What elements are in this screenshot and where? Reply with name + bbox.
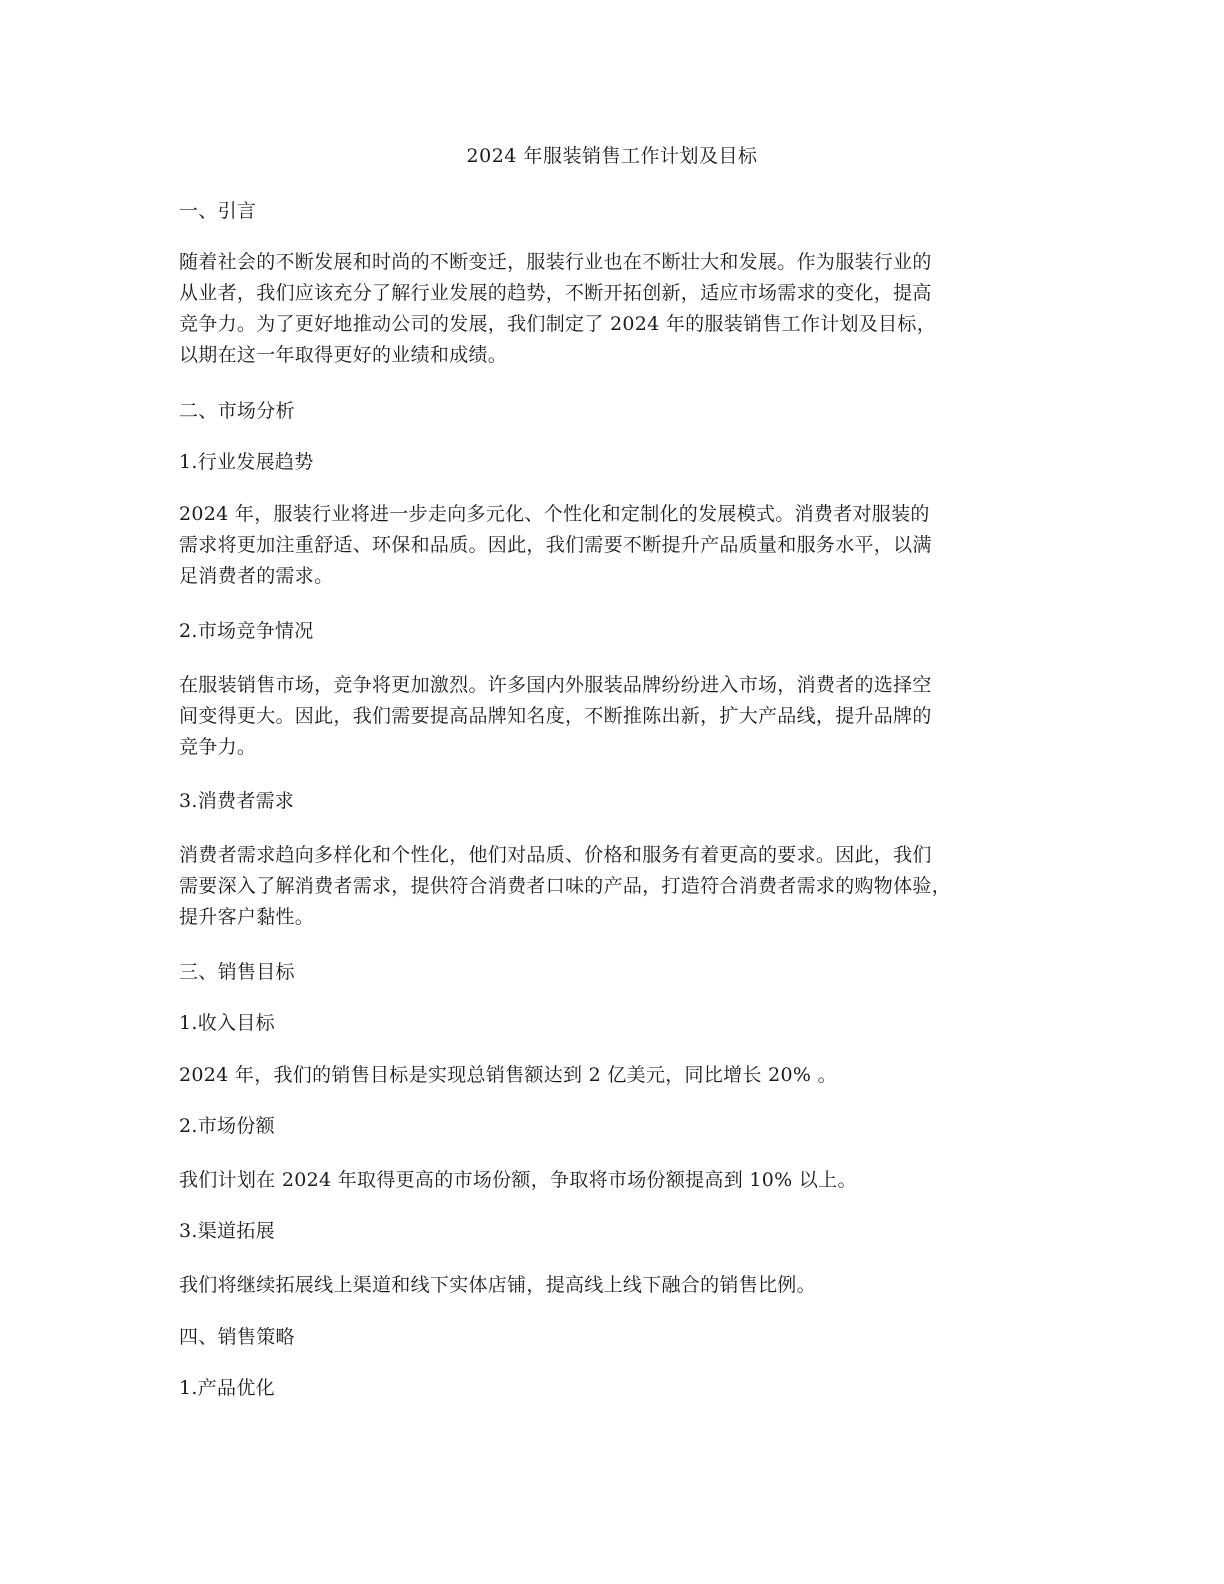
trend-line-1: 2024 年，服装行业将进一步走向多元化、个性化和定制化的发展模式。消费者对服装的: [179, 503, 930, 525]
competition-line-2: 间变得更大。因此，我们需要提高品牌知名度，不断推陈出新，扩大产品线，提升品牌的: [179, 705, 932, 727]
competition-line-3: 竞争力。: [179, 736, 257, 758]
channel-heading: 3.渠道拓展: [179, 1220, 275, 1242]
consumer-heading: 3.消费者需求: [179, 790, 295, 812]
revenue-paragraph: 2024 年，我们的销售目标是实现总销售额达到 2 亿美元，同比增长 20% 。: [179, 1064, 837, 1086]
trend-line-2: 需求将更加注重舒适、环保和品质。因此，我们需要不断提升产品质量和服务水平，以满: [179, 534, 932, 556]
competition-paragraph: [179, 670, 1059, 763]
competition-heading: 2.市场竞争情况: [179, 620, 314, 642]
trend-heading: 1.行业发展趋势: [179, 451, 314, 473]
revenue-heading: 1.收入目标: [179, 1012, 275, 1034]
share-paragraph: 我们计划在 2024 年取得更高的市场份额，争取将市场份额提高到 10% 以上。: [179, 1169, 857, 1191]
market-heading: 二、市场分析: [179, 400, 295, 422]
trend-line-3: 足消费者的需求。: [179, 565, 334, 587]
target-heading: 三、销售目标: [179, 961, 295, 983]
consumer-paragraph: [179, 840, 1059, 933]
intro-line-1: 随着社会的不断发展和时尚的不断变迁，服装行业也在不断壮大和发展。作为服装行业的: [179, 251, 932, 273]
product-heading: 1.产品优化: [179, 1377, 275, 1399]
intro-heading: 一、引言: [179, 200, 257, 222]
competition-line-1: 在服装销售市场，竞争将更加激烈。许多国内外服装品牌纷纷进入市场，消费者的选择空: [179, 674, 932, 696]
share-heading: 2.市场份额: [179, 1115, 275, 1137]
consumer-line-3: 提升客户黏性。: [179, 906, 315, 928]
consumer-line-2: 需要深入了解消费者需求，提供符合消费者口味的产品，打造符合消费者需求的购物体验，: [179, 875, 952, 897]
document-title: 2024 年服装销售工作计划及目标: [466, 145, 758, 167]
consumer-line-1: 消费者需求趋向多样化和个性化，他们对品质、价格和服务有着更高的要求。因此，我们: [179, 844, 932, 866]
strategy-heading: 四、销售策略: [179, 1326, 295, 1348]
channel-paragraph: 我们将继续拓展线上渠道和线下实体店铺，提高线上线下融合的销售比例。: [179, 1274, 816, 1296]
intro-line-4: 以期在这一年取得更好的业绩和成绩。: [179, 344, 508, 366]
intro-line-3: 竞争力。为了更好地推动公司的发展，我们制定了 2024 年的服装销售工作计划及目标，: [179, 313, 937, 335]
intro-paragraph: [179, 247, 1059, 371]
intro-line-2: 从业者，我们应该充分了解行业发展的趋势，不断开拓创新，适应市场需求的变化，提高: [179, 282, 932, 304]
trend-paragraph: [179, 499, 1059, 592]
